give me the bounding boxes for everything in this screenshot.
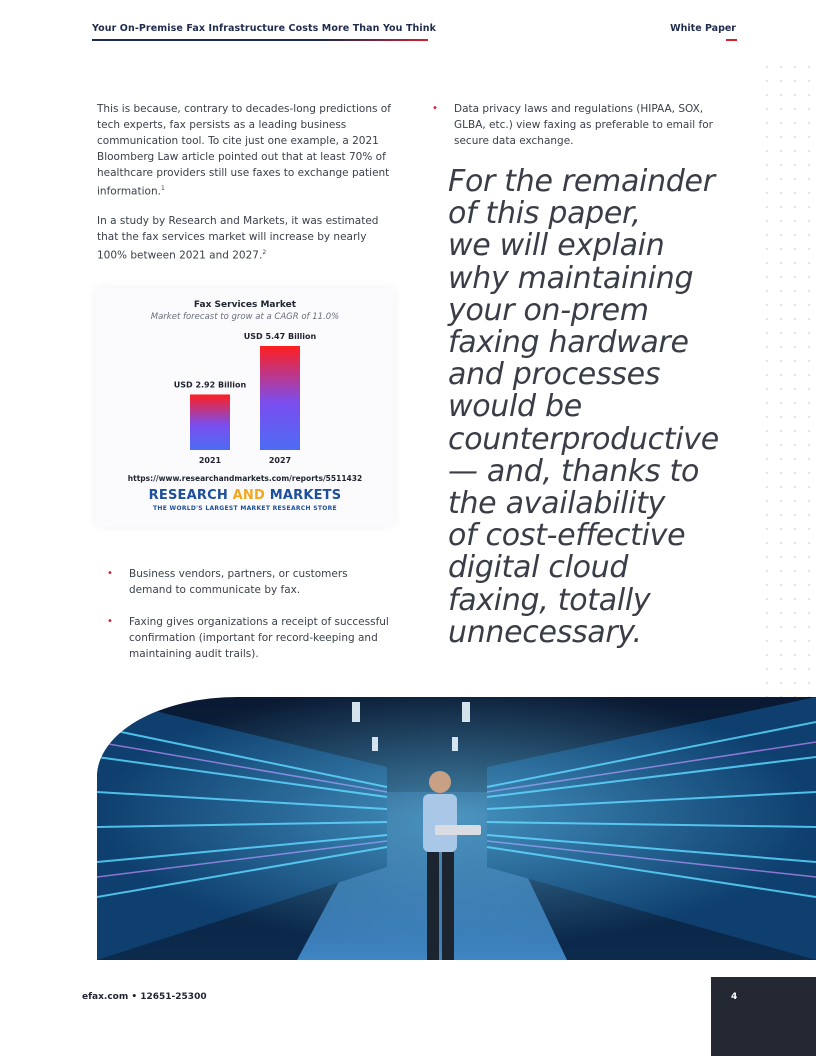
quote-line: and processes — [448, 357, 661, 393]
header-document-type: White Paper — [670, 23, 736, 34]
bullet-text: Business vendors, partners, or customers demand to communicate by fax. — [129, 568, 348, 596]
quote-line: the availability — [448, 486, 666, 522]
bullet-dot-icon: • — [107, 616, 113, 627]
bullet-item — [432, 101, 724, 149]
quote-line: we will explain — [448, 228, 665, 264]
header-rule — [92, 39, 428, 41]
quote-line: For the remainder — [448, 164, 715, 199]
decorative-dot-pattern — [760, 60, 816, 700]
footer-page-box — [711, 977, 816, 1056]
fax-market-chart — [96, 288, 394, 526]
pull-quote — [448, 166, 758, 649]
chart-category-label: 2021 — [198, 456, 222, 465]
header-title: Your On-Premise Fax Infrastructure Costs More Than You Think — [92, 23, 437, 34]
footnote-ref-2[interactable]: 2 — [262, 249, 267, 256]
quote-line: faxing, totally — [448, 582, 651, 618]
chart-title: Fax Services Market — [193, 300, 297, 310]
paragraph-1-text: This is because, contrary to decades-long predictions of tech experts, fax persists as a leading business communication tool. To cite just one example, a 2021 Bloomberg Law article pointed out that at least 70% of healthcare providers still use faxes to exchange patient information. — [97, 103, 391, 198]
bullet-dot-icon: • — [432, 103, 438, 114]
chart-bar — [190, 394, 230, 450]
quote-line: — and, thanks to — [448, 453, 700, 489]
quote-line: of cost-effective — [448, 518, 686, 554]
bullet-dot-icon: • — [107, 568, 113, 579]
server-room-photo — [97, 697, 816, 960]
footer-website-contact[interactable]: efax.com • 12651-25300 — [82, 992, 207, 1002]
body-paragraph-2 — [97, 213, 397, 264]
bullet-item — [107, 614, 397, 662]
quote-line: faxing hardware — [448, 325, 689, 361]
quote-line: counterproductive — [448, 421, 719, 457]
research-and-markets-logo — [96, 488, 394, 503]
quote-line: why maintaining — [448, 260, 694, 296]
quote-line: your on-prem — [448, 292, 649, 328]
chart-source-url[interactable]: https://www.researchandmarkets.com/reports/5511432 — [127, 474, 363, 483]
chart-data-label: USD 2.92 Billion — [173, 380, 247, 390]
logo-tagline: THE WORLD'S LARGEST MARKET RESEARCH STORE — [153, 505, 337, 512]
chart-data-label: USD 5.47 Billion — [243, 332, 317, 341]
logo-word-and: AND — [232, 488, 265, 503]
page-number: 4 — [731, 992, 738, 1002]
body-paragraph-1 — [97, 101, 397, 200]
logo-word-research: RESEARCH — [148, 488, 228, 503]
bullet-item — [107, 566, 389, 598]
quote-line: would be — [448, 389, 582, 425]
chart-category-label: 2027 — [268, 456, 292, 465]
quote-line: of this paper, — [448, 196, 641, 232]
chart-subtitle: Market forecast to grow at a CAGR of 11.0% — [150, 312, 340, 322]
quote-line: unnecessary. — [448, 614, 642, 650]
logo-word-markets: MARKETS — [269, 488, 342, 503]
footnote-ref-1[interactable]: 1 — [160, 185, 165, 192]
paragraph-2-text: In a study by Research and Markets, it was estimated that the fax services market will increase by nearly 100% between 2021 and 2027. — [97, 215, 379, 262]
bullet-text: Faxing gives organizations a receipt of successful confirmation (important for record-keeping and maintaining audit trails). — [129, 616, 389, 660]
server-room-illustration — [97, 697, 816, 960]
quote-line: digital cloud — [448, 550, 629, 586]
header-label-accent — [726, 39, 737, 41]
chart-bar — [260, 346, 300, 450]
bullet-text: Data privacy laws and regulations (HIPAA, SOX, GLBA, etc.) view faxing as preferable to email for secure data exchange. — [454, 103, 713, 147]
